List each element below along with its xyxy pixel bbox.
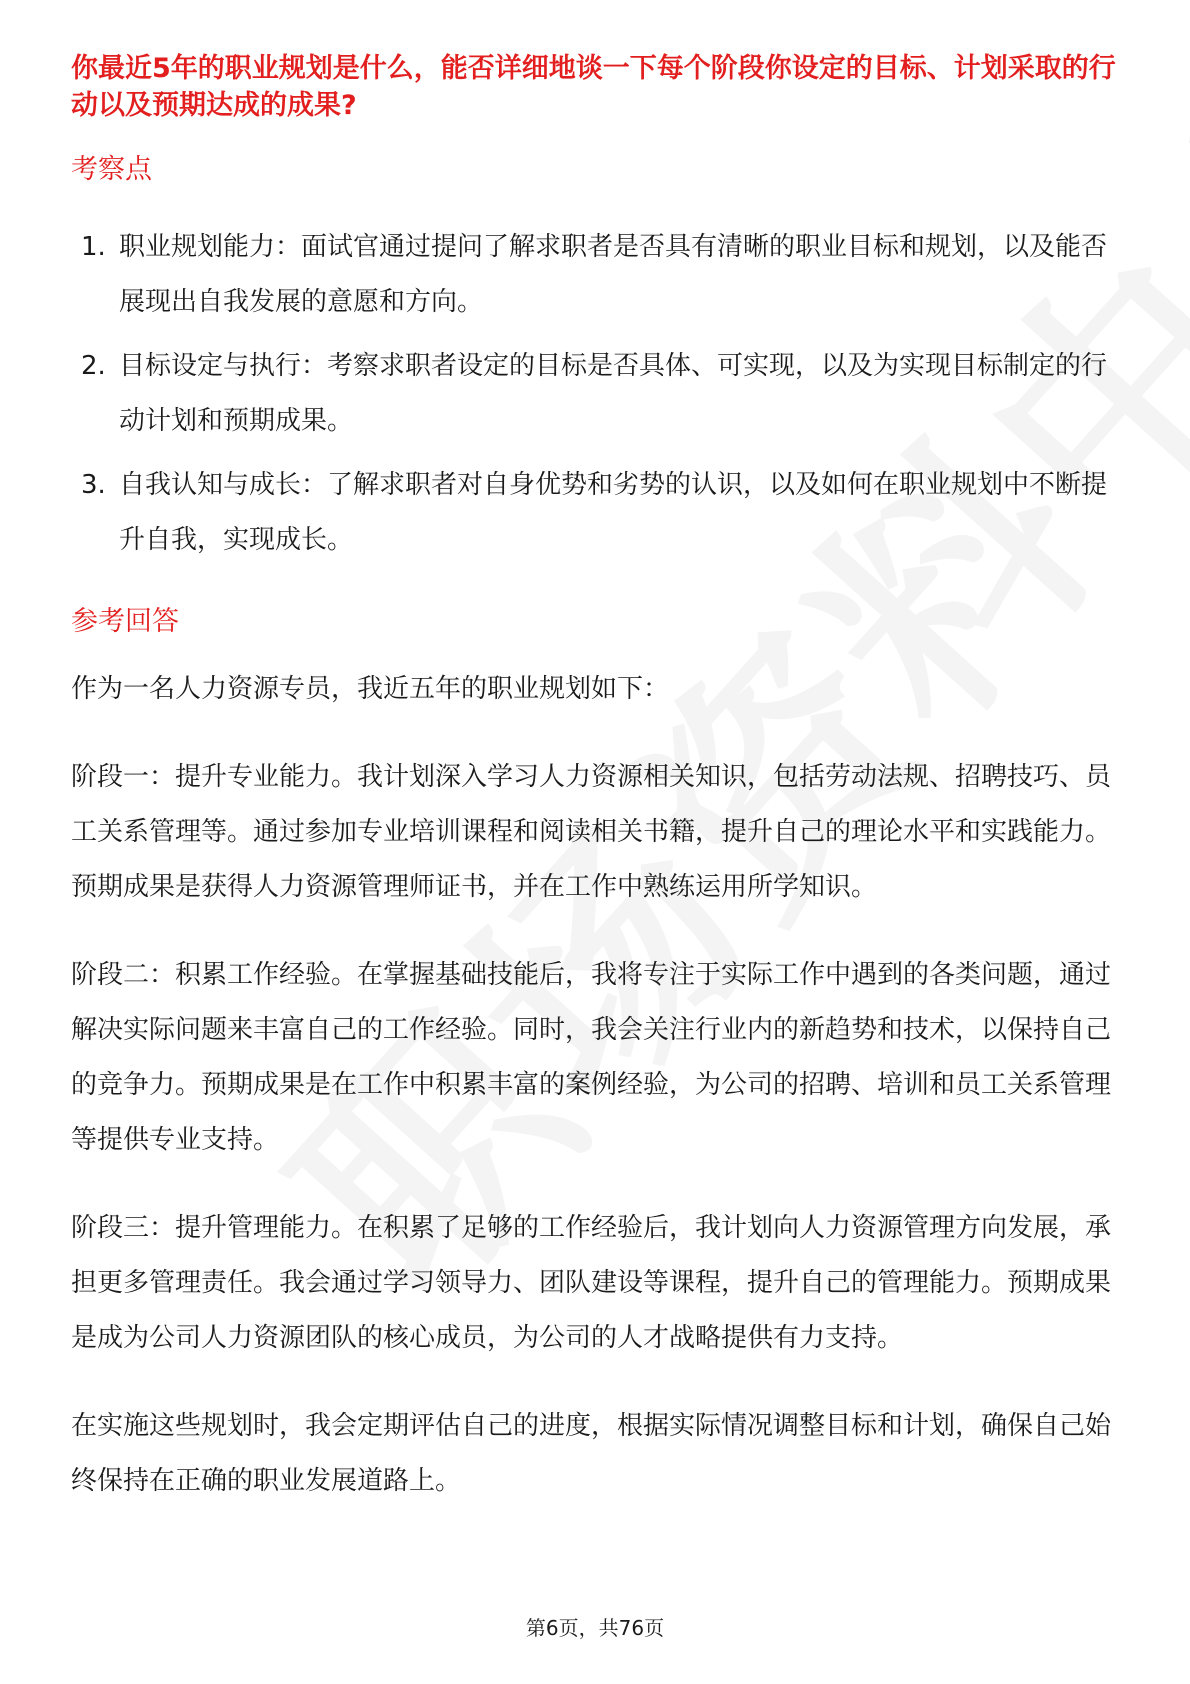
assessment-item-text: 职业规划能力：面试官通过提问了解求职者是否具有清晰的职业目标和规划，以及能否展现出自我发展的意愿和方向。 [119,232,1108,317]
answer-intro: 作为一名人力资源专员，我近五年的职业规划如下： [71,674,670,704]
assessment-title: 考察点 [71,154,152,185]
assessment-item-text: 目标设定与执行：考察求职者设定的目标是否具体、可实现，以及为实现目标制定的行动计划和预期成果。 [119,351,1108,436]
answer-paragraph: 在实施这些规划时，我会定期评估自己的进度，根据实际情况调整目标和计划，确保自己始终保持在正确的职业发展道路上。 [71,1411,1112,1496]
assessment-item [71,220,1121,330]
answer-paragraph: 阶段三：提升管理能力。在积累了足够的工作经验后，我计划向人力资源管理方向发展，承担更多管理责任。我会通过学习领导力、团队建设等课程，提升自己的管理能力。预期成果是成为公司人力资源团队的核心成员，为公司的人才战略提供有力支持。 [71,1213,1112,1353]
assessment-item [71,339,1121,449]
page-number: 第6页，共76页 [525,1616,665,1640]
assessment-list [71,220,1121,568]
answer-body [71,662,1121,1509]
assessment-item-text: 自我认知与成长：了解求职者对自身优势和劣势的认识，以及如何在职业规划中不断提升自我，实现成长。 [119,470,1108,555]
answer-paragraph: 阶段二：积累工作经验。在掌握基础技能后，我将专注于实际工作中遇到的各类问题，通过解决实际问题来丰富自己的工作经验。同时，我会关注行业内的新趋势和技术，以保持自己的竞争力。预期成果是在工作中积累丰富的案例经验，为公司的招聘、培训和员工关系管理等提供专业支持。 [71,960,1112,1155]
assessment-item [71,458,1121,568]
assessment-item-number: 3. [81,470,106,500]
answer-title: 参考回答 [71,606,179,637]
document-page [71,50,1121,1509]
question-heading: 你最近5年的职业规划是什么，能否详细地谈一下每个阶段你设定的目标、计划采取的行动以及预期达成的成果? [71,53,1116,121]
assessment-item-number: 2. [81,351,106,381]
assessment-item-number: 1. [81,232,106,262]
answer-paragraph: 阶段一：提升专业能力。我计划深入学习人力资源相关知识，包括劳动法规、招聘技巧、员工关系管理等。通过参加专业培训课程和阅读相关书籍，提升自己的理论水平和实践能力。预期成果是获得人力资源管理师证书，并在工作中熟练运用所学知识。 [71,762,1112,902]
